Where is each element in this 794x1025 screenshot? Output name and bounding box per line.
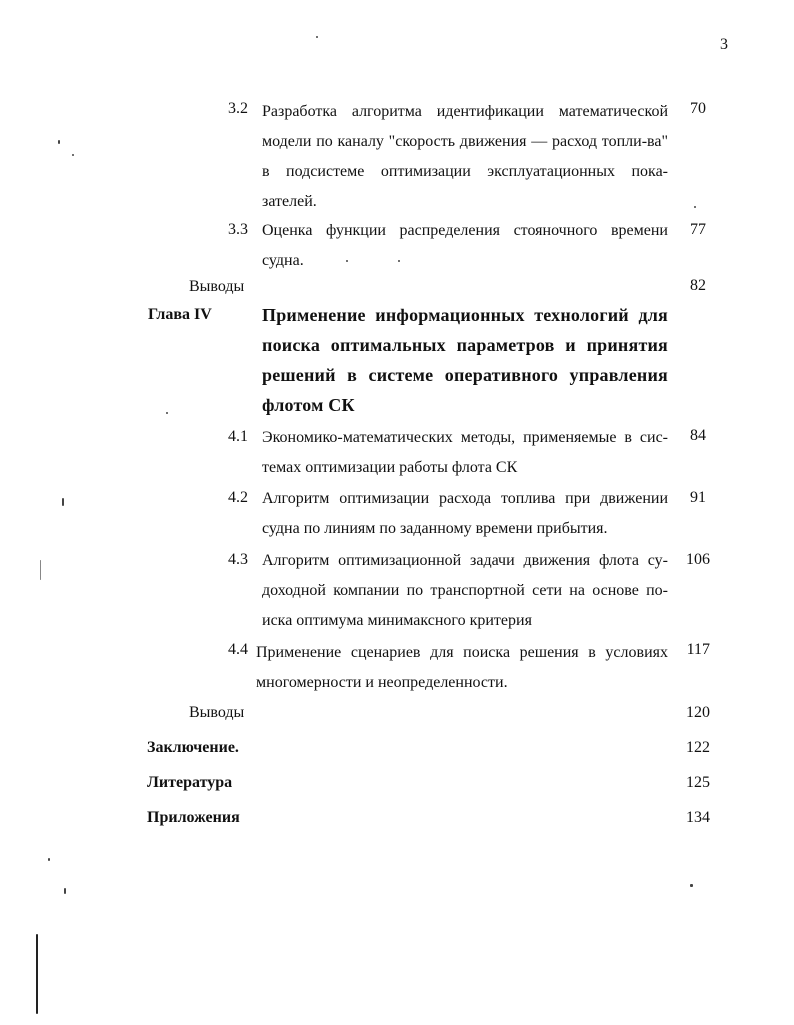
scan-speck bbox=[48, 858, 50, 861]
page-ref-4-3: 106 bbox=[686, 551, 710, 568]
page-number: 3 bbox=[720, 36, 728, 53]
conclusions-chapter-3-label: Выводы bbox=[189, 278, 245, 295]
page-ref-conclusion: 122 bbox=[686, 739, 710, 756]
page-ref-3-2: 70 bbox=[690, 100, 706, 117]
scan-speck bbox=[694, 206, 696, 208]
section-title-4-4: Применение сценариев для поиска решения в условиях многомерности и неопределенности. bbox=[256, 644, 668, 691]
conclusions-chapter-4-label: Выводы bbox=[189, 704, 245, 721]
page-ref-appendices: 134 bbox=[686, 809, 710, 826]
section-number-4-2: 4.2 bbox=[228, 489, 248, 506]
conclusion-label: Заключение. bbox=[147, 739, 239, 756]
section-number-3-3: 3.3 bbox=[228, 221, 248, 238]
appendices-label: Приложения bbox=[147, 809, 240, 826]
page-ref-4-1: 84 bbox=[690, 427, 706, 444]
section-number-4-1: 4.1 bbox=[228, 428, 248, 445]
page-ref-4-4: 117 bbox=[686, 641, 710, 658]
section-title-4-2: Алгоритм оптимизации расхода топлива при движении судна по линиям по заданному времени прибытия. bbox=[262, 490, 668, 537]
scan-edge-mark bbox=[36, 934, 38, 1014]
chapter-4-title: Применение информационных технологий для поиска оптимальных параметров и принятия решений в системе оперативного управления флотом СК bbox=[262, 305, 668, 415]
section-title-4-3: Алгоритм оптимизационной задачи движения флота су-доходной компании по транспортной сети на основе по-иска оптимума минимаксного критерия bbox=[262, 552, 668, 629]
section-number-4-4: 4.4 bbox=[228, 641, 248, 658]
scan-speck bbox=[40, 560, 41, 580]
scan-speck bbox=[72, 154, 74, 156]
literature-label: Литература bbox=[147, 774, 233, 791]
page-ref-3-3: 77 bbox=[690, 221, 706, 238]
scan-speck bbox=[690, 884, 693, 887]
scan-speck bbox=[316, 36, 318, 38]
scan-speck bbox=[58, 140, 60, 144]
section-title-3-2: Разработка алгоритма идентификации математической модели по каналу "скорость движения — расход топли-ва" в подсистеме оптимизации эксплуатационных пока-зателей. bbox=[262, 103, 668, 210]
section-title-4-1: Экономико-математических методы, применяемые в сис-темах оптимизации работы флота СК bbox=[262, 429, 668, 476]
section-title-3-3: Оценка функции распределения стояночного времени судна. bbox=[262, 222, 668, 269]
page-ref-conclusions-4: 120 bbox=[686, 704, 710, 721]
scan-speck bbox=[166, 412, 168, 414]
section-number-4-3: 4.3 bbox=[228, 551, 248, 568]
page-ref-literature: 125 bbox=[686, 774, 710, 791]
section-number-3-2: 3.2 bbox=[228, 100, 248, 117]
scan-speck bbox=[398, 260, 400, 262]
page-ref-conclusions-3: 82 bbox=[690, 277, 706, 294]
scan-speck bbox=[346, 260, 348, 262]
scan-speck bbox=[62, 498, 64, 506]
page-ref-4-2: 91 bbox=[690, 489, 706, 506]
chapter-4-label: Глава IV bbox=[148, 306, 212, 323]
scan-speck bbox=[64, 888, 66, 894]
